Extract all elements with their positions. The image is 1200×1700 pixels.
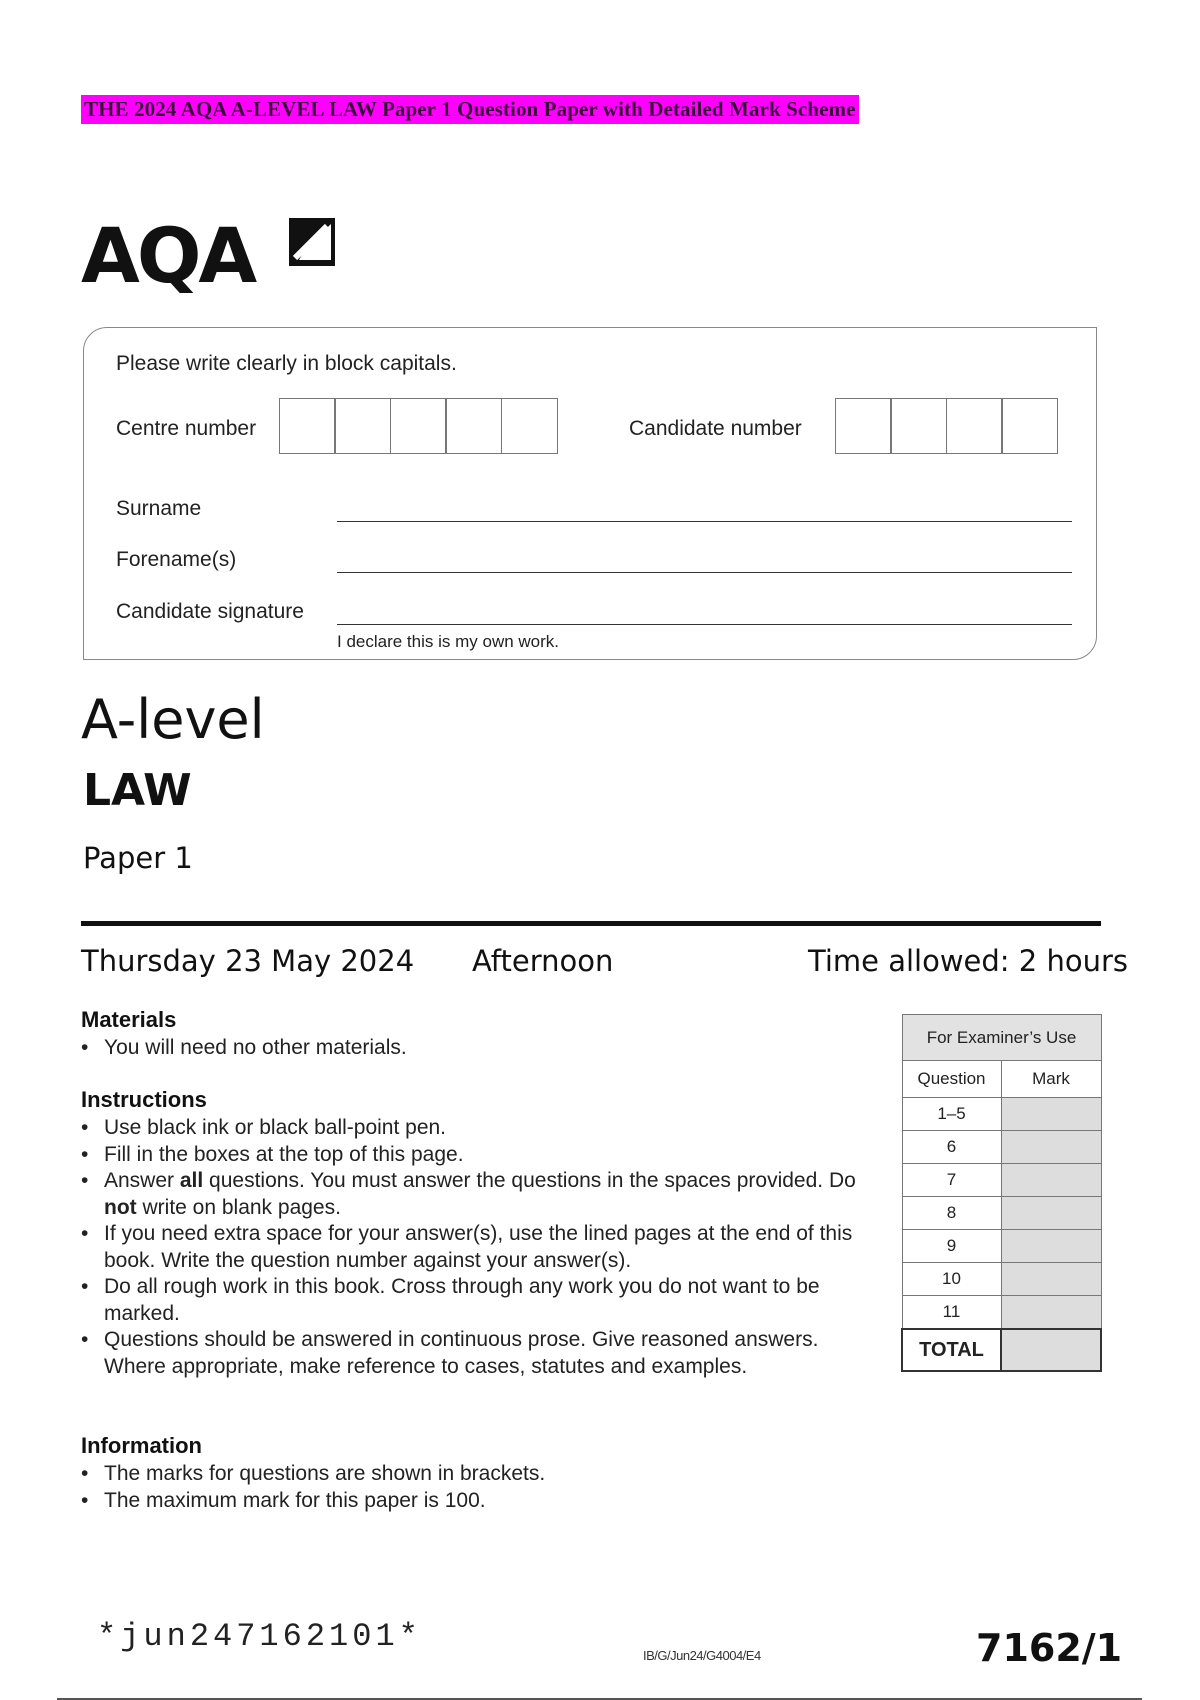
- question-cell: 7: [902, 1164, 1001, 1197]
- mark-cell: [1001, 1098, 1101, 1131]
- question-cell: 1–5: [902, 1098, 1001, 1131]
- instruction-item: • Use black ink or black ball-point pen.: [81, 1115, 871, 1142]
- centre-digit-box[interactable]: [279, 398, 336, 454]
- instruction-item: • Do all rough work in this book. Cross through any work you do not want to be marked.: [81, 1274, 871, 1327]
- centre-number-boxes[interactable]: [280, 398, 558, 454]
- table-row: [902, 1131, 1101, 1164]
- paper-number: Paper 1: [83, 841, 193, 875]
- signature-line[interactable]: [337, 624, 1072, 625]
- information-item: • The marks for questions are shown in brackets.: [81, 1461, 871, 1488]
- examiner-table-heading: For Examiner’s Use: [902, 1015, 1101, 1061]
- total-label: TOTAL: [902, 1329, 1001, 1371]
- information-heading: Information: [81, 1433, 202, 1458]
- instruction-item: • If you need extra space for your answer(s), use the lined pages at the end of this book. Write the question number against your answer(s).: [81, 1221, 871, 1274]
- centre-number-label: Centre number: [116, 417, 257, 440]
- mark-cell: [1001, 1263, 1101, 1296]
- instruction-item: • Questions should be answered in continuous prose. Give reasoned answers. Where appropriate, make reference to cases, statutes and examples.: [81, 1327, 871, 1380]
- surname-label: Surname: [116, 497, 202, 520]
- signature-label: Candidate signature: [116, 600, 304, 623]
- barcode-text: *jun247162101*: [97, 1618, 422, 1655]
- time-allowed: Time allowed: 2 hours: [808, 944, 1128, 978]
- question-cell: 6: [902, 1131, 1001, 1164]
- block-capitals-instruction: Please write clearly in block capitals.: [116, 352, 457, 375]
- aqa-flag-icon: [281, 212, 337, 272]
- document-banner: THE 2024 AQA A-LEVEL LAW Paper 1 Question Paper with Detailed Mark Scheme: [81, 95, 859, 124]
- candidate-digit-box[interactable]: [890, 398, 947, 454]
- candidate-digit-box[interactable]: [946, 398, 1003, 454]
- declaration-text: I declare this is my own work.: [337, 632, 560, 651]
- table-row: [902, 1098, 1101, 1131]
- candidate-number-label: Candidate number: [629, 417, 802, 440]
- question-cell: 9: [902, 1230, 1001, 1263]
- materials-heading: Materials: [81, 1007, 177, 1032]
- candidate-digit-box[interactable]: [835, 398, 892, 454]
- total-row: [902, 1329, 1101, 1371]
- total-mark-cell: [1001, 1329, 1101, 1371]
- materials-section: [81, 1007, 871, 1062]
- reference-code: IB/G/Jun24/G4004/E4: [643, 1648, 761, 1663]
- information-section: [81, 1433, 871, 1514]
- exam-date: Thursday 23 May 2024: [81, 944, 415, 978]
- aqa-logo: [81, 212, 351, 312]
- instructions-section: [81, 1087, 871, 1380]
- table-row: [902, 1230, 1101, 1263]
- centre-digit-box[interactable]: [445, 398, 502, 454]
- mark-cell: [1001, 1296, 1101, 1330]
- table-row: [902, 1197, 1101, 1230]
- table-row: [902, 1296, 1101, 1330]
- materials-item: • You will need no other materials.: [81, 1035, 871, 1062]
- question-cell: 10: [902, 1263, 1001, 1296]
- header-divider: [81, 921, 1101, 926]
- forenames-label: Forename(s): [116, 548, 237, 571]
- subject-title: LAW: [83, 765, 192, 816]
- question-column-header: Question: [902, 1061, 1001, 1098]
- instruction-item: • Answer all questions. You must answer the questions in the spaces provided. Do not write on blank pages.: [81, 1168, 871, 1221]
- qualification-level: A-level: [81, 688, 265, 751]
- instructions-heading: Instructions: [81, 1087, 207, 1112]
- examiner-use-table: [901, 1014, 1102, 1372]
- logo-text: AQA: [81, 211, 255, 300]
- table-row: [902, 1164, 1101, 1197]
- exam-session: Afternoon: [472, 944, 614, 978]
- centre-digit-box[interactable]: [501, 398, 558, 454]
- footer-rule: [57, 1698, 1142, 1700]
- mark-cell: [1001, 1230, 1101, 1263]
- information-item: • The maximum mark for this paper is 100.: [81, 1488, 871, 1515]
- forenames-line[interactable]: [337, 572, 1072, 573]
- centre-digit-box[interactable]: [390, 398, 447, 454]
- paper-code: 7162/1: [976, 1626, 1123, 1670]
- mark-column-header: Mark: [1001, 1061, 1101, 1098]
- mark-cell: [1001, 1164, 1101, 1197]
- question-cell: 8: [902, 1197, 1001, 1230]
- mark-cell: [1001, 1197, 1101, 1230]
- table-row: [902, 1263, 1101, 1296]
- centre-digit-box[interactable]: [334, 398, 391, 454]
- surname-line[interactable]: [337, 521, 1072, 522]
- instruction-item: • Fill in the boxes at the top of this page.: [81, 1142, 871, 1169]
- candidate-details-box: [83, 327, 1097, 660]
- question-cell: 11: [902, 1296, 1001, 1330]
- candidate-digit-box[interactable]: [1001, 398, 1058, 454]
- candidate-number-boxes[interactable]: [836, 398, 1058, 454]
- mark-cell: [1001, 1131, 1101, 1164]
